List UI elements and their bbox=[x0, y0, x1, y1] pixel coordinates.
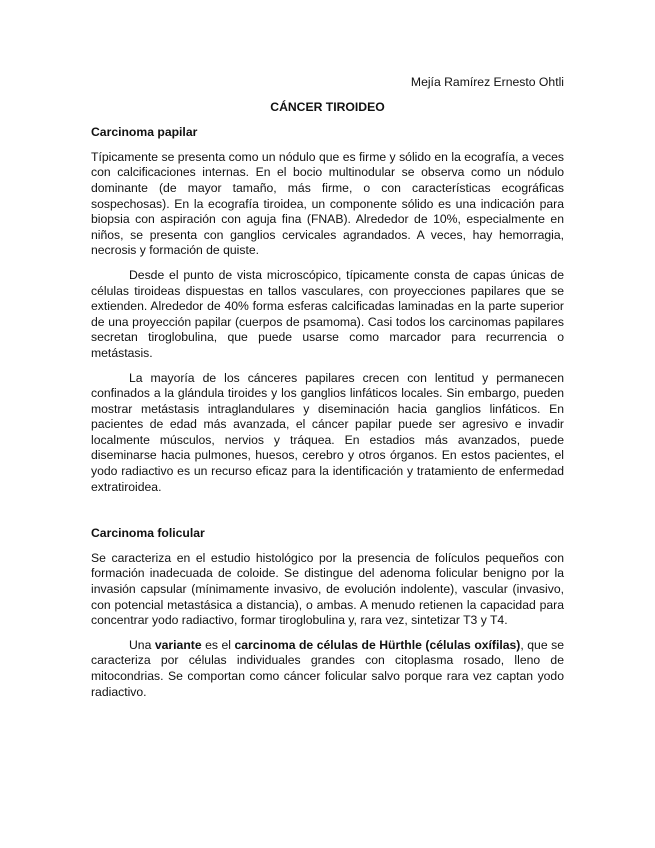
papilar-paragraph-2: Desde el punto de vista microscópico, típicamente consta de capas únicas de células tiroideas dispuestas en tallos vasculares, con proyecciones papilares que se extienden. Alrededor de 40% forma esferas calcificadas laminadas en la parte superior de una proyección papilar (cuerpos de psamoma). Casi todos los carcinomas papilares secretan tiroglobulina, que puede usarse como marcador para recurrencia o metástasis. bbox=[91, 267, 564, 360]
section-spacer bbox=[91, 504, 564, 526]
section-heading-folicular: Carcinoma folicular bbox=[91, 526, 205, 541]
folicular-p2-text-mid: es el bbox=[201, 637, 235, 652]
papilar-paragraph-3: La mayoría de los cánceres papilares crecen con lentitud y permanecen confinados a la glándula tiroides y los ganglios linfáticos locales. Sin embargo, pueden mostrar metástasis intraglandulares y diseminación hacia ganglios linfáticos. En pacientes de edad más avanzada, el cáncer papilar puede ser agresivo e invadir localmente músculos, nervios y tráquea. En estadios más avanzados, puede diseminarse hacia pulmones, huesos, cerebro y otros órganos. En estos pacientes, el yodo radiactivo es un recurso eficaz para la identificación y tratamiento de enfermedad extratiroidea. bbox=[91, 370, 564, 494]
author-name: Mejía Ramírez Ernesto Ohtli bbox=[410, 75, 564, 89]
folicular-p2-bold-hurthle: carcinoma de células de Hürthle (células oxífilas) bbox=[234, 637, 521, 652]
document-page bbox=[91, 75, 564, 709]
folicular-p2-text-pre: Una bbox=[129, 637, 155, 652]
folicular-paragraph-1: Se caracteriza en el estudio histológico por la presencia de folículos pequeños con formación inadecuada de coloide. Se distingue del adenoma folicular benigno por la invasión capsular (mínimamente invasivo, de evolución indolente), vascular (invasivo, con potencial metastásica a distancia), o ambas. A menudo retienen la capacidad para concentrar yodo radiactivo, formar tiroglobulina y, rara vez, sintetizar T3 y T4. bbox=[91, 550, 564, 628]
papilar-paragraph-1: Típicamente se presenta como un nódulo que es firme y sólido en la ecografía, a veces con calcificaciones internas. En el bocio multinodular se observa como un nódulo dominante (de mayor tamaño, más firme, o con características ecográficas sospechosas). En la ecografía tiroidea, un componente sólido es una indicación para biopsia con aspiración con aguja fina (FNAB). Alrededor de 10%, especialmente en niños, se presenta con ganglios cervicales agrandados. A veces, hay hemorragia, necrosis y formación de quiste. bbox=[91, 149, 564, 258]
folicular-p2-bold-variante: variante bbox=[154, 637, 202, 652]
folicular-p2-text-post: , que se caracteriza por células individuales grandes con citoplasma rosado, lleno de mitocondrias. Se comportan como cáncer folicular salvo porque rara vez captan yodo radiactivo. bbox=[91, 637, 564, 699]
section-heading-papilar: Carcinoma papilar bbox=[91, 125, 198, 140]
document-title: CÁNCER TIROIDEO bbox=[270, 99, 385, 114]
folicular-paragraph-2 bbox=[91, 638, 564, 700]
